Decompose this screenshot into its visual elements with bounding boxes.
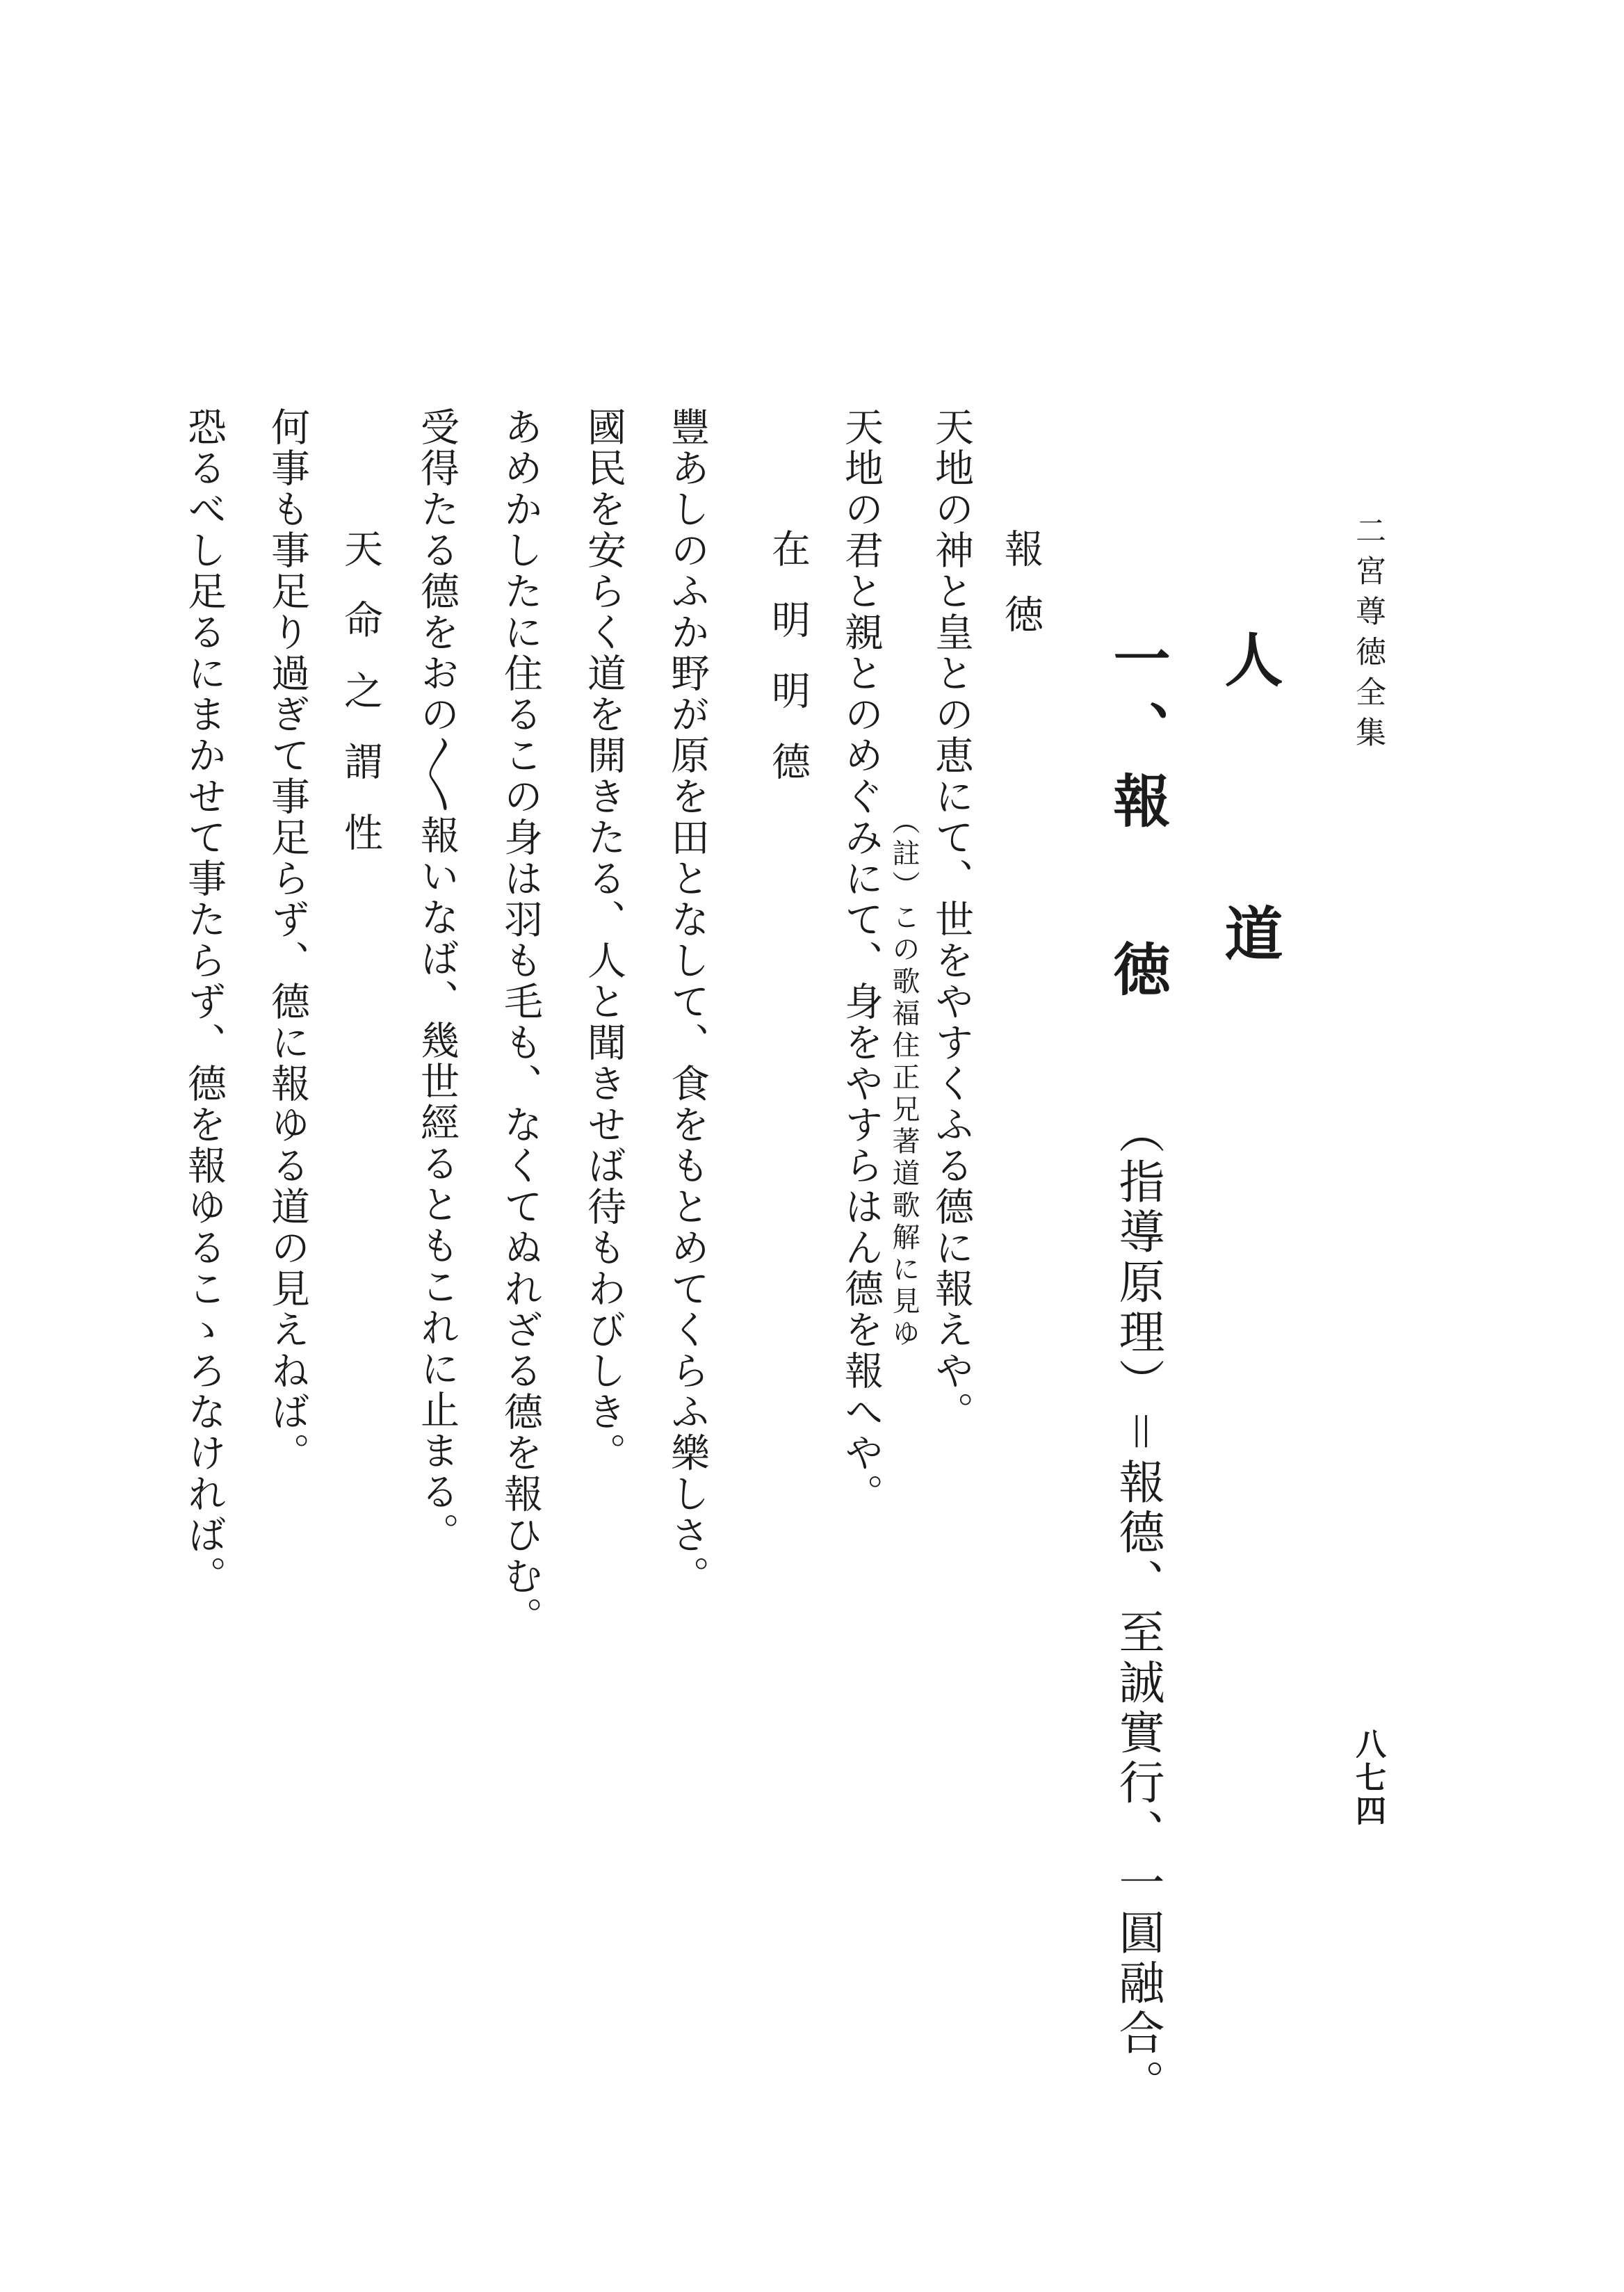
poem-line: 天地の神と皇との恵にて、世をやすくふる德に報えや。 <box>929 407 974 1432</box>
subheading: 報徳 <box>998 528 1044 659</box>
poem-line: 國民を安らく道を開きたる、人と聞きせば待もわびしき。 <box>581 407 626 1474</box>
poem-line: あめかしたに住るこの身は羽も毛も、なくてぬれざる德を報ひむ。 <box>498 407 543 1638</box>
section-number: 一、 <box>1104 629 1171 771</box>
kanbun-quote: 天命之謂性 <box>338 528 383 883</box>
section-subtitle: （指導原理）＝報德、至誠實行、一圓融合。 <box>1111 1108 1164 2109</box>
poem-line: 恐るべし足るにまかせて事たらず、德を報ゆるこゝろなければ。 <box>181 407 227 1597</box>
page-number: 八七四 <box>1350 1728 1386 1828</box>
chapter-title: 人道 <box>1215 629 1284 1177</box>
poem-line: 豐あしのふか野が原を田となして、食をもとめてくらふ樂しさ。 <box>665 407 710 1597</box>
kanbun-quote: 在明明德 <box>765 528 811 812</box>
running-title: 二宮尊徳全集 <box>1350 515 1386 757</box>
poem-line: 何事も事足り過ぎて事足らず、德に報ゆる道の見えねば。 <box>265 407 310 1474</box>
poem-line: 受得たる德をおの〳〵報いなば、幾世經るともこれに止まる。 <box>414 407 460 1553</box>
poem-line: 天地の君と親とのめぐみにて、身をやすらはん德を報へや。 <box>838 407 884 1515</box>
footnote: （註）この歌福住正兄著道歌解に見ゆ <box>888 807 920 1350</box>
section-title: 報徳 <box>1104 771 1171 1108</box>
section-heading <box>1104 629 1171 2109</box>
